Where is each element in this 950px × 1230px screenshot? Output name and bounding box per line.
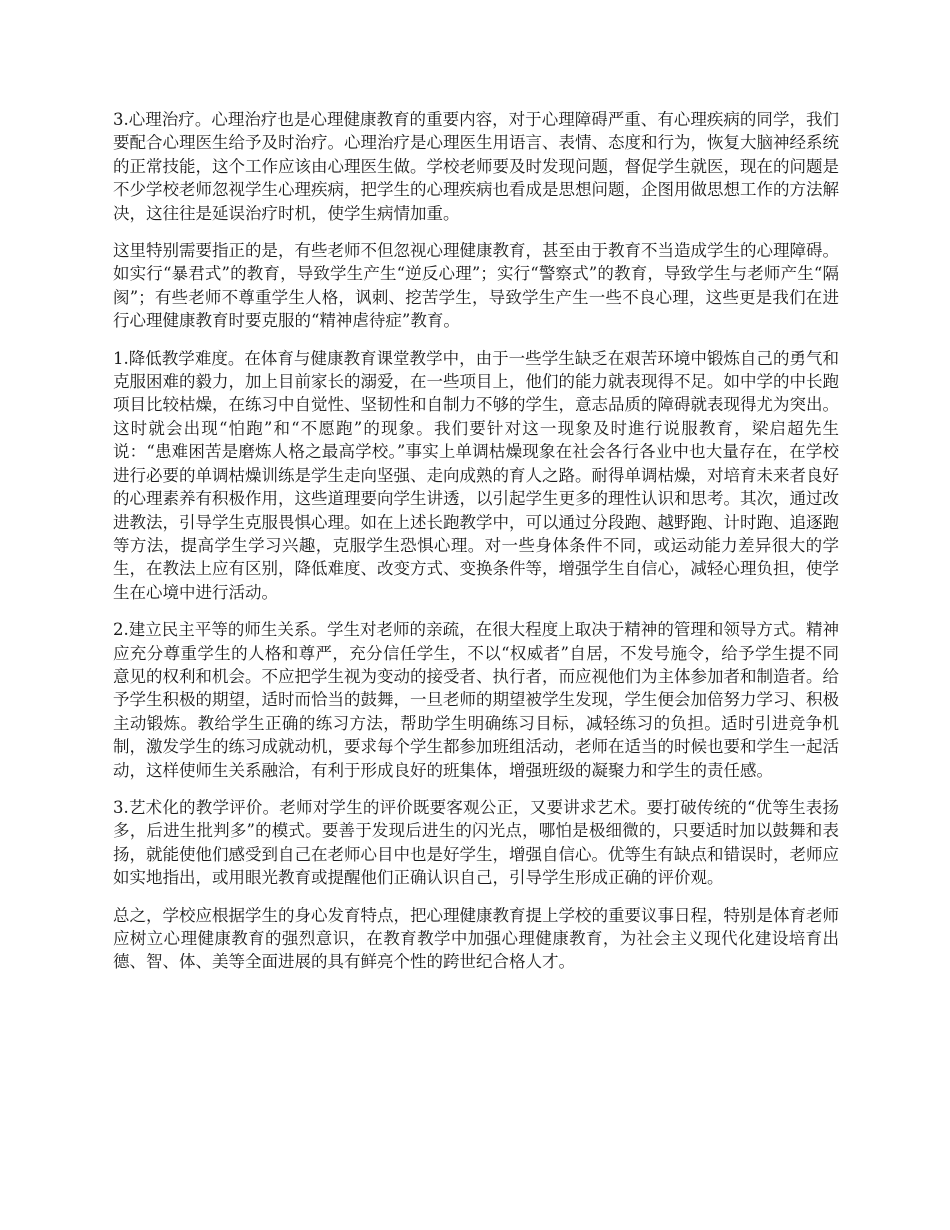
paragraph-democratic-relationship: 2.建立民主平等的师生关系。学生对老师的亲疏，在很大程度上取决于精神的管理和领导方式。精神应充分尊重学生的人格和尊严，充分信任学生，不以“权威者”自居，不发号施令，给予学生提不同意见的权利和机会。不应把学生视为变动的接受者、执行者，而应视他们为主体参加者和制造者。给予学生积极的期望，适时而恰当的鼓舞，一旦老师的期望被学生发现，学生便会加倍努力学习、积极主动锻炼。教给学生正确的练习方法，帮助学生明确练习目标，减轻练习的负担。适时引进竞争机制，激发学生的练习成就动机，要求每个学生都参加班组活动，老师在适当的时候也要和学生一起活动，这样使师生关系融洽，有利于形成良好的班集体，增强班级的凝聚力和学生的责任感。 (113, 620, 839, 780)
paragraph-psychotherapy: 3.心理治疗。心理治疗也是心理健康教育的重要内容，对于心理障碍严重、有心理疾病的同学，我们要配合心理医生给予及时治疗。心理治疗是心理医生用语言、表情、态度和行为，恢复大脑神经系统的正常技能，这个工作应该由心理医生做。学校老师要及时发现问题，督促学生就医，现在的问题是不少学校老师忽视学生心理疾病，把学生的心理疾病也看成是思想问题，企图用做思想工作的方法解决，这往往是延误治疗时机，使学生病情加重。 (113, 110, 839, 223)
paragraph-improper-education: 这里特别需要指正的是，有些老师不但忽视心理健康教育，甚至由于教育不当造成学生的心理障碍。如实行“暴君式”的教育，导致学生产生“逆反心理”；实行“警察式”的教育，导致学生与老师产生“隔阂”；有些老师不尊重学生人格，讽刺、挖苦学生，导致学生产生一些不良心理，这些更是我们在进行心理健康教育时要克服的“精神虐待症”教育。 (113, 241, 839, 331)
document-body (113, 108, 839, 988)
paragraph-artistic-evaluation: 3.艺术化的教学评价。老师对学生的评价既要客观公正，又要讲求艺术。要打破传统的“优等生表扬多，后进生批判多”的模式。要善于发现后进生的闪光点，哪怕是极细微的，只要适时加以鼓舞和表扬，就能使他们感受到自己在老师心目中也是好学生，增强自信心。优等生有缺点和错误时，老师应如实地指出，或用眼光教育或提醒他们正确认识自己，引导学生形成正确的评价观。 (113, 797, 839, 888)
paragraph-conclusion: 总之，学校应根据学生的身心发育特点，把心理健康教育提上学校的重要议事日程，特别是体育老师应树立心理健康教育的强烈意识，在教育教学中加强心理健康教育，为社会主义现代化建设培育出德、智、体、美等全面进展的具有鲜亮个性的跨世纪合格人才。 (113, 905, 839, 972)
paragraph-lower-difficulty: 1.降低教学难度。在体育与健康教育课堂教学中，由于一些学生缺乏在艰苦环境中锻炼自己的勇气和克服困难的毅力，加上目前家长的溺爱，在一些项目上，他们的能力就表现得不足。如中学的中长跑项目比较枯燥，在练习中自觉性、坚韧性和自制力不够的学生，意志品质的障碍就表现得尤为突出。这时就会出现“怕跑”和“不愿跑”的现象。我们要针对这一现象及时進行说服教育，梁启超先生说：“患难困苦是磨炼人格之最高学校。”事实上单调枯燥现象在社会各行各业中也大量存在，在学校进行必要的单调枯燥训练是学生走向坚强、走向成熟的育人之路。耐得单调枯燥，对培育未来者良好的心理素养有积极作用，这些道理要向学生讲透，以引起学生更多的理性认识和思考。其次，通过改进教法，引导学生克服畏惧心理。如在上述长跑教学中，可以通过分段跑、越野跑、计时跑、追逐跑等方法，提高学生学习兴趣，克服学生恐惧心理。对一些身体条件不同，或运动能力差异很大的学生，在教法上应有区别，降低难度、改变方式、变换条件等，增强学生自信心，减轻心理负担，使学生在心境中进行活动。 (113, 348, 839, 602)
